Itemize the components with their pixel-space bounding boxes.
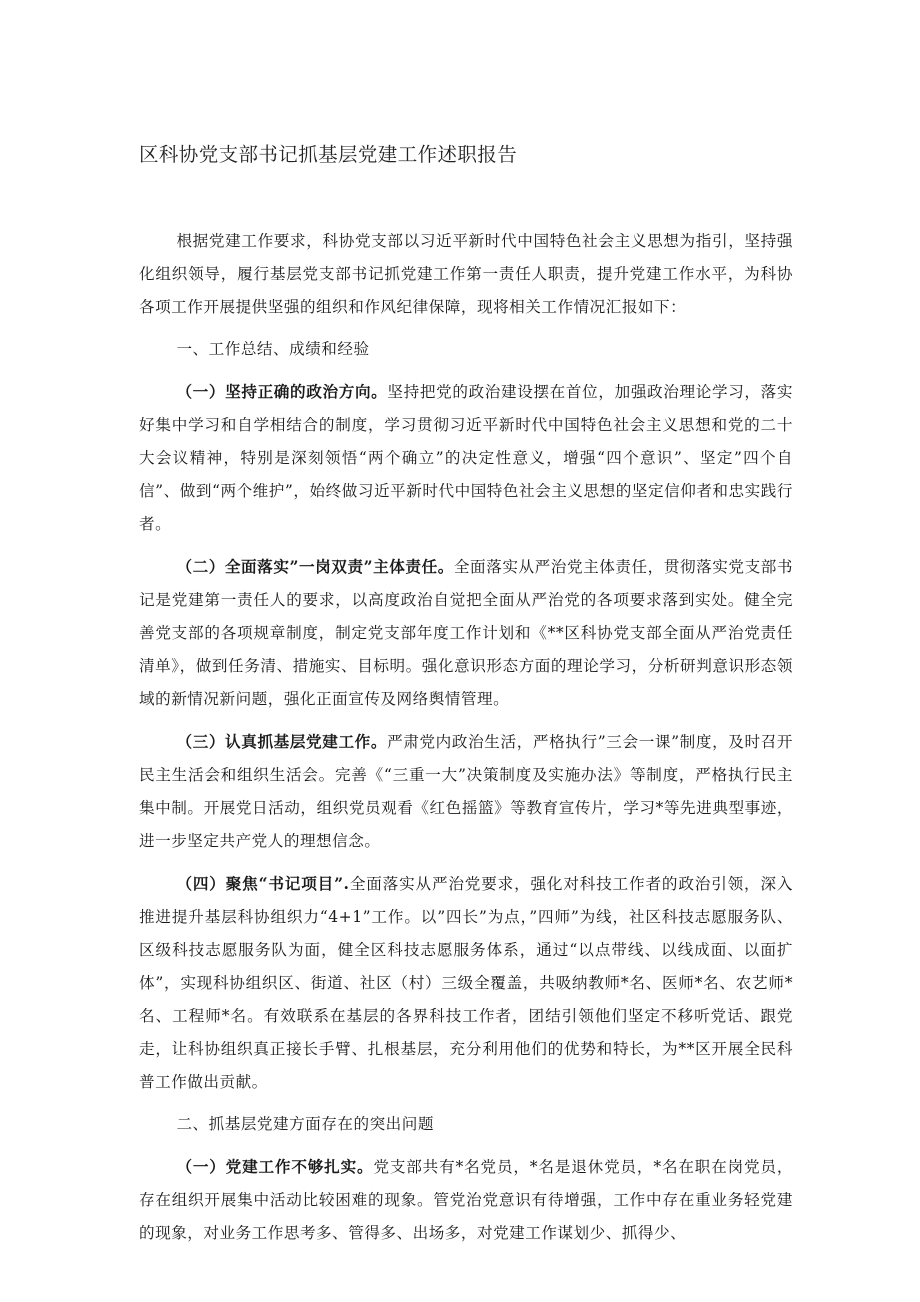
paragraph-1-1 <box>139 375 793 541</box>
paragraph-lead: （二）全面落实”一岗双责”主体责任。 <box>176 557 454 576</box>
paragraph-lead: （一）坚持正确的政治方向。 <box>176 382 388 401</box>
paragraph-text: 全面落实从严治党主体责任，贯彻落实党支部书记是党建第一责任人的要求，以高度政治自觉把全面从严治党的各项要求落到实处。健全完善党支部的各项规章制度，制定党支部年度工作计划和《**区科协党支部全面从严治党责任清单》，做到任务清、措施实、目标明。强化意识形态方面的理论学习，分析研判意识形态领域的新情况新问题，强化正面宣传及网络舆情管理。 <box>139 558 793 708</box>
paragraph-text: 坚持把党的政治建设摆在首位，加强政治理论学习，落实好集中学习和自学相结合的制度，学习贯彻习近平新时代中国特色社会主义思想和党的二十大会议精神，特别是深刻领悟“两个确立”的决定性意义，增强“四个意识”、坚定”四个自信”、做到“两个维护”，始终做习近平新时代中国特色社会主义思想的坚定信仰者和忠实践行者。 <box>139 383 793 533</box>
section-heading-1: 一、工作总结、成绩和经验 <box>176 340 370 358</box>
paragraph-text: 严肃党内政治生活，严格执行”三会一课”制度，及时召开民主生活会和组织生活会。完善《“三重一大”决策制度及实施办法》等制度，严格执行民主集中制。开展党日活动，组织党员观看《红色摇篮》等教育宣传片，学习*等先进典型事迹，进一步坚定共产党人的理想信念。 <box>139 733 793 850</box>
paragraph-1-3 <box>139 725 793 858</box>
intro-paragraph: 根据党建工作要求，科协党支部以习近平新时代中国特色社会主义思想为指引，坚持强化组织领导，履行基层党支部书记抓党建工作第一责任人职责，提升党建工作水平，为科协各项工作开展提供坚强的组织和作风纪律保障，现将相关工作情况汇报如下： <box>139 232 793 316</box>
paragraph-1-2 <box>139 550 793 716</box>
paragraph-lead: （一）党建工作不够扎实。 <box>176 1157 374 1176</box>
paragraph-1-4 <box>139 867 793 1099</box>
paragraph-lead: （四）聚焦“书记项目”. <box>176 874 350 893</box>
document-body <box>139 225 793 1259</box>
paragraph-text: 全面落实从严治党要求，强化对科技工作者的政治引领，深入推进提升基层科协组织力“4+1”工作。以”四长”为点，”四师”为线，社区科技志愿服务队、区级科技志愿服务队为面，健全区科技志愿服务体系，通过“以点带线、以线成面、以面扩体”，实现科协组织区、街道、社区（村）三级全覆盖，共吸纳教师*名、医师*名、农艺师*名、工程师*名。有效联系在基层的各界科技工作者，团结引领他们坚定不移听党话、跟党走，让科协组织真正接长手臂、扎根基层，充分利用他们的优势和特长，为**区开展全民科普工作做出贡献。 <box>139 875 793 1091</box>
paragraph-lead: （三）认真抓基层党建工作。 <box>176 732 388 751</box>
paragraph-text: 党支部共有*名党员，*名是退休党员，*名在职在岗党员，存在组织开展集中活动比较困难的现象。管党治党意识有待增强，工作中存在重业务轻党建的现象，对业务工作思考多、管得多、出场多，对党建工作谋划少、抓得少、 <box>139 1158 793 1242</box>
paragraph-2-1 <box>139 1150 793 1250</box>
document-title: 区科协党支部书记抓基层党建工作述职报告 <box>139 143 518 166</box>
section-heading-2: 二、抓基层党建方面存在的突出问题 <box>176 1115 434 1133</box>
